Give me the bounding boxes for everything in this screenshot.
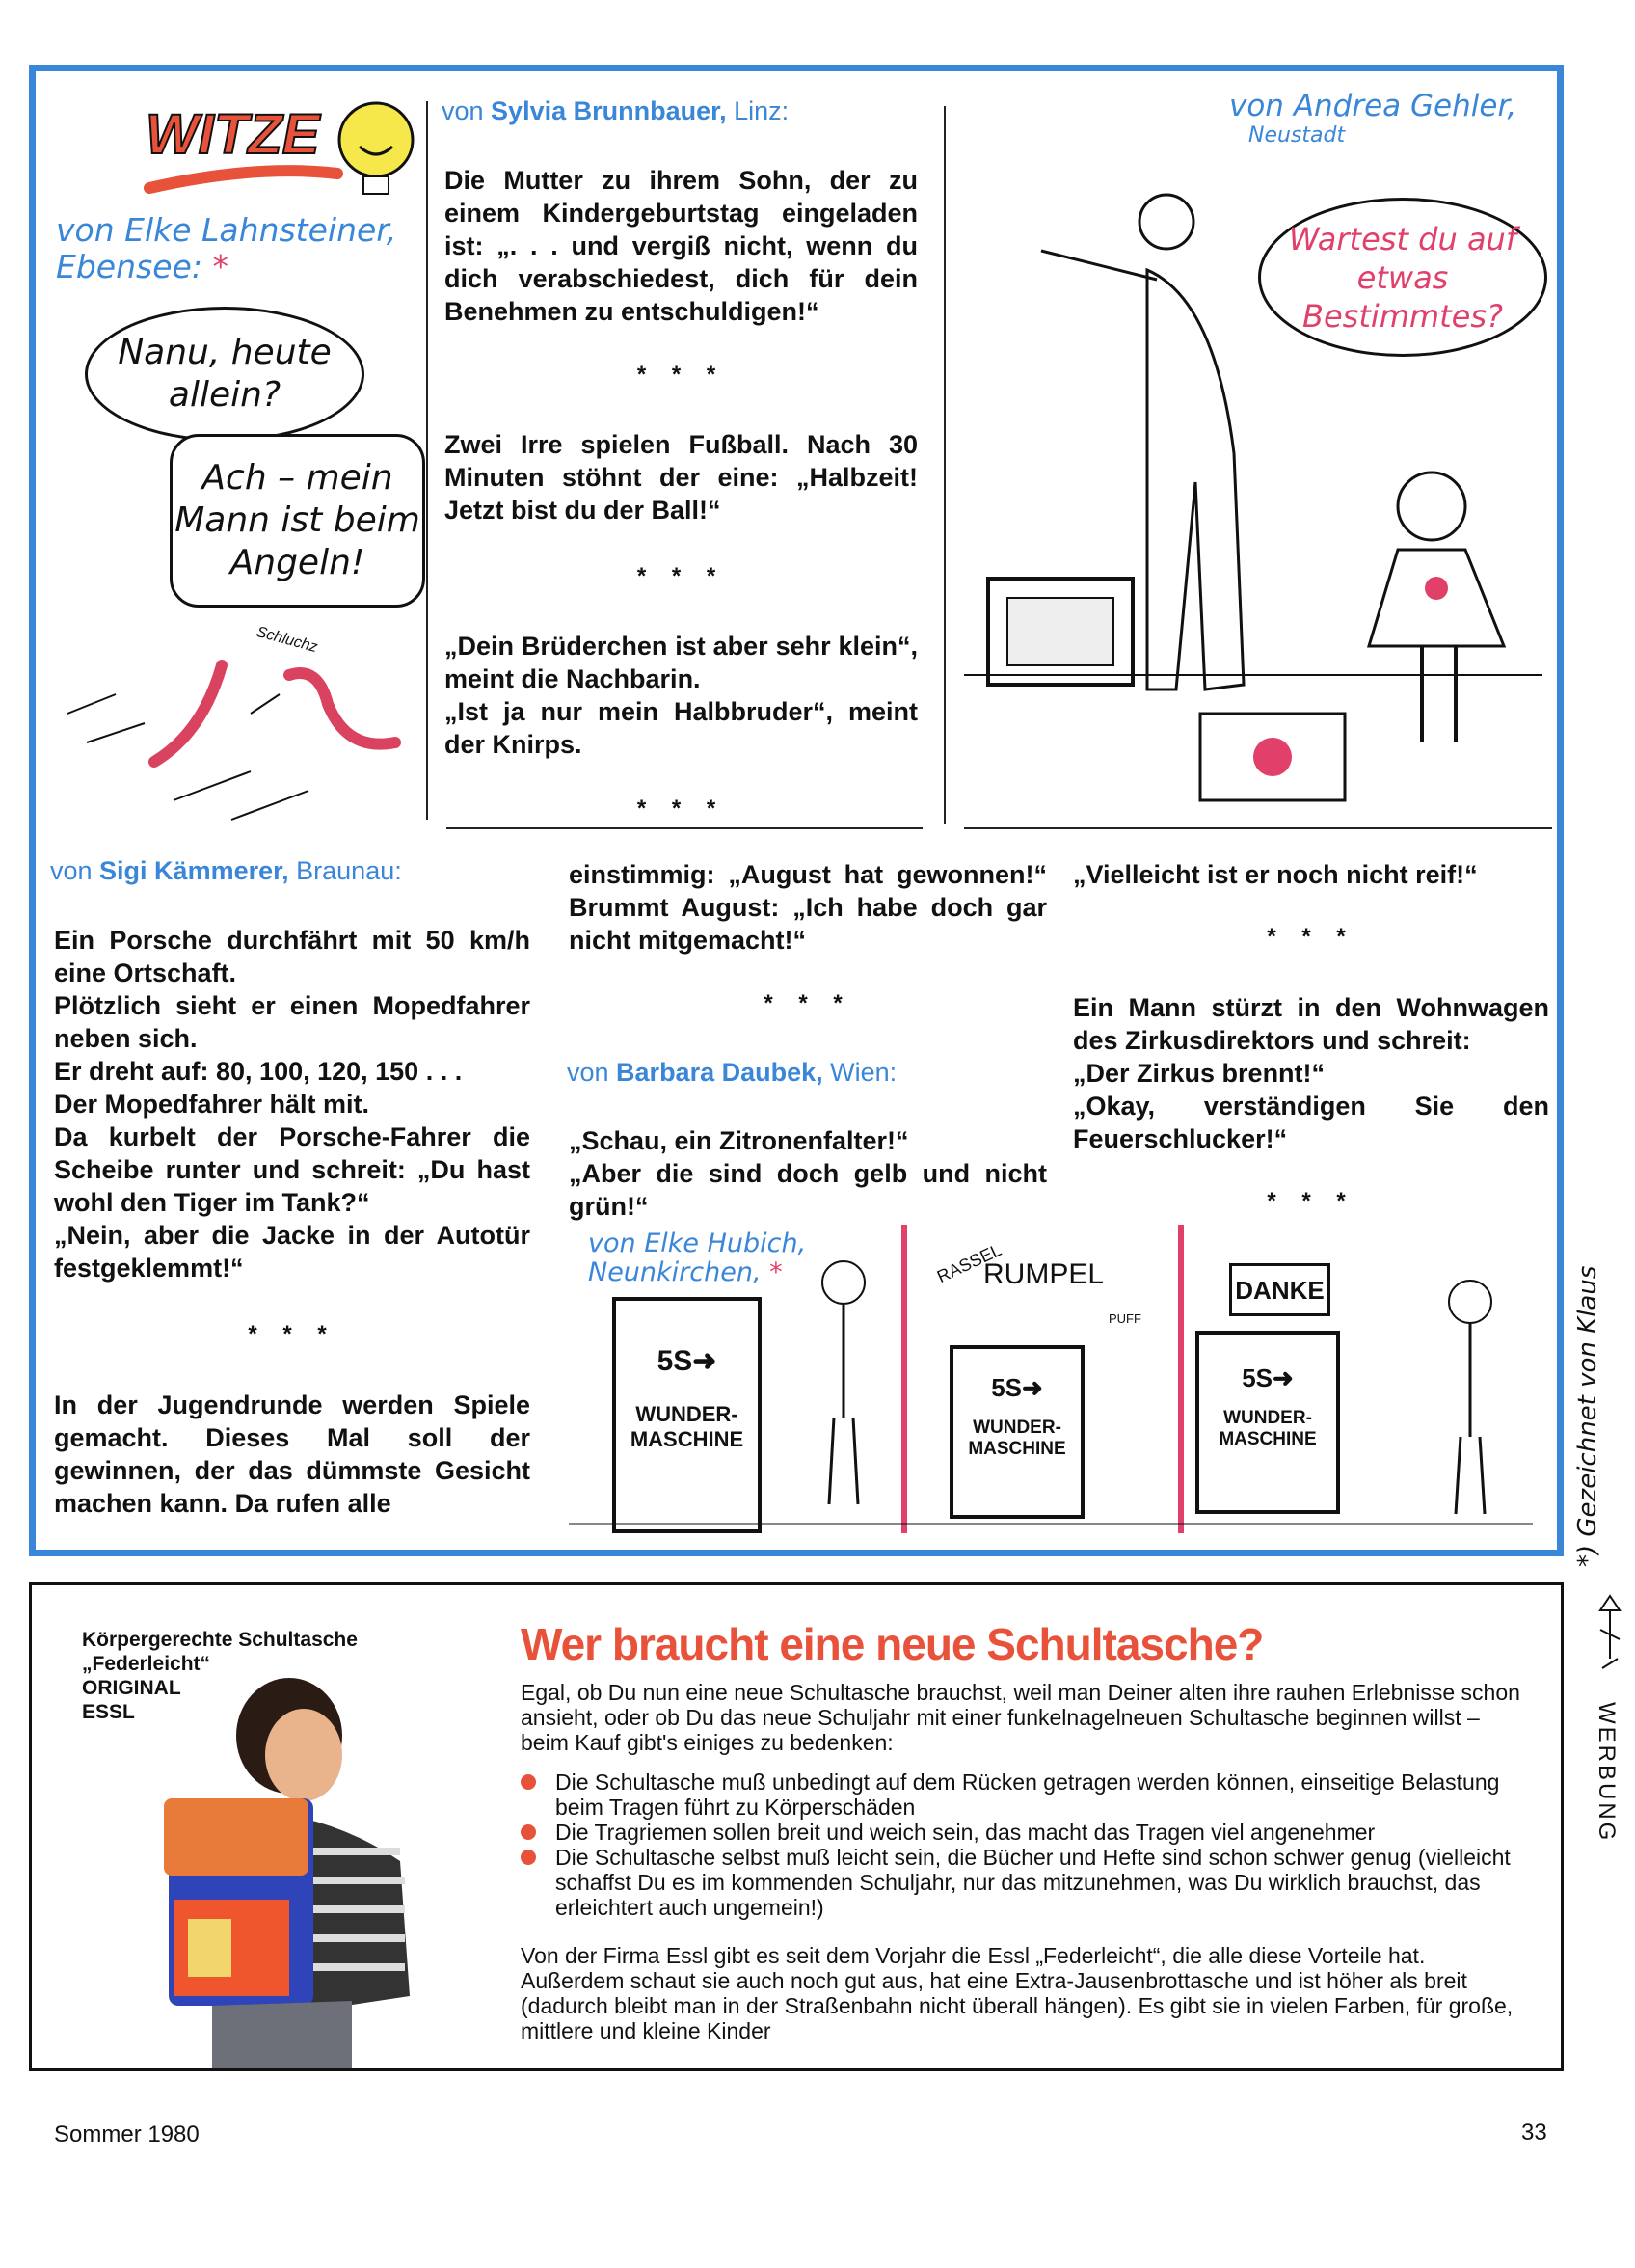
- ad-bullet-list: [521, 1769, 1533, 1920]
- bullet-item: Die Tragriemen sollen breit und weich sein, das macht das Tragen viel angenehmer: [521, 1820, 1533, 1845]
- joke-line: Da kurbelt der Porsche-Fahrer die Scheibe runter und schreit: „Du hast wohl den Tiger im Tank?“: [54, 1122, 530, 1217]
- col2-byline: [442, 96, 789, 126]
- illustrator-credit: *) Gezeichnet von Klaus: [1573, 1265, 1602, 1567]
- asterisk: *: [212, 248, 228, 285]
- col1-byline: [56, 212, 396, 285]
- machine-label: WUNDER-MASCHINE: [630, 1402, 744, 1451]
- coin-slot-label: 5S➜: [1242, 1364, 1294, 1392]
- ad-intro: Egal, ob Du nun eine neue Schultasche brauchst, weil man Deiner alten ihre rauhen Erlebnisse schon ansieht, oder ob Du das neue Schuljahr mit einer funkelnagelneuen Schultasche beginnen willst – beim Kauf gibt's einiges zu bedenken:: [521, 1680, 1520, 1755]
- joke-line: Der Mopedfahrer hält mit.: [54, 1090, 370, 1119]
- joke-line: Plötzlich sieht er einen Mopedfahrer neben sich.: [54, 991, 530, 1053]
- joke-porsche: [54, 924, 530, 1284]
- coin-slot-label: 5S➜: [657, 1345, 717, 1377]
- sound-effect: PUFF: [1109, 1311, 1141, 1326]
- sound-effect: RASSEL: [933, 1239, 1005, 1287]
- danke-sign: DANKE: [1229, 1263, 1330, 1316]
- byline-prefix: von: [567, 1058, 617, 1087]
- separator: * * *: [1267, 924, 1355, 950]
- joke-line: „Okay, verständigen Sie den Feuerschlucker!“: [1073, 1092, 1549, 1153]
- col3-byline: von Andrea Gehler,: [1229, 89, 1517, 123]
- joke-line: „Dein Brüderchen ist aber sehr klein“, meint die Nachbarin.: [444, 632, 918, 693]
- joke-line: Ein Porsche durchfährt mit 50 km/h eine Ortschaft.: [54, 926, 530, 987]
- joke-fussball: Zwei Irre spielen Fußball. Nach 30 Minuten stöhnt der eine: „Halbzeit! Jetzt bist du der Ball!“: [444, 430, 918, 525]
- author-name: Sylvia Brunnbauer,: [491, 96, 727, 125]
- joke-reif: „Vielleicht ist er noch nicht reif!“: [1073, 860, 1478, 889]
- joke-zirkus: [1073, 991, 1549, 1155]
- barbara-byline: [567, 1058, 897, 1088]
- joke-line: Er dreht auf: 80, 100, 120, 150 . . .: [54, 1057, 463, 1086]
- joke-line: „Schau, ein Zitronenfalter!“: [569, 1126, 909, 1155]
- joke-bruederchen: [444, 630, 918, 761]
- issue-label: Sommer 1980: [54, 2121, 200, 2147]
- product-line: ESSL: [82, 1701, 135, 1723]
- ad-headline: Wer braucht eine neue Schultasche?: [521, 1619, 1264, 1669]
- worms-illustration: [58, 656, 415, 829]
- asterisk: *: [769, 1257, 783, 1287]
- author-name: Sigi Kämmerer,: [99, 856, 289, 885]
- advertising-label: WERBUNG: [1594, 1702, 1620, 1844]
- byline-prefix: von: [442, 96, 492, 125]
- separator: * * *: [636, 362, 726, 388]
- product-line: „Federleicht“: [82, 1653, 211, 1675]
- bullet-item: Die Schultasche muß unbedingt auf dem Rücken getragen werden können, einseitige Belastung beim Tragen führt zu Körperschäden: [521, 1769, 1533, 1820]
- author-name: Barbara Daubek,: [616, 1058, 823, 1087]
- author-name: von Elke Hubich,: [588, 1228, 807, 1258]
- sigi-byline: [50, 856, 402, 886]
- doctor-cartoon: [964, 164, 1552, 810]
- separator: * * *: [636, 796, 726, 822]
- joke-line: „Nein, aber die Jacke in der Autotür festgeklemmt!“: [54, 1221, 530, 1282]
- col3-place: Neustadt: [1248, 123, 1346, 148]
- ad-outro: Von der Firma Essl gibt es seit dem Vorjahr die Essl „Federleicht“, die alle diese Vorteile hat. Außerdem schaut sie auch noch gut aus, hat eine Extra-Jausenbrottasche und ist höher als breit (dadurch bleibt man in der Straßenbahn nicht überall hängen). Es gibt sie in vielen Farben, für große, mittlere und kleine Kinder: [521, 1943, 1514, 2043]
- joke-zitronenfalter: [569, 1124, 1047, 1223]
- witze-logo: [140, 96, 419, 202]
- speech-bubble: Ach – mein Mann ist beim Angeln!: [170, 434, 425, 608]
- product-line: Körpergerechte Schultasche: [82, 1629, 358, 1651]
- child-with-schoolbag-photo: [121, 1678, 429, 2068]
- joke-line: „Der Zirkus brennt!“: [1073, 1059, 1326, 1088]
- author-place: Linz:: [726, 96, 790, 125]
- machine-label: WUNDER-MASCHINE: [1219, 1408, 1317, 1449]
- joke-line: „Aber die sind doch gelb und nicht grün!“: [569, 1159, 1047, 1221]
- sound-effect: RUMPEL: [983, 1258, 1105, 1290]
- author-place: Braunau:: [288, 856, 402, 885]
- joke-line: Ein Mann stürzt in den Wohnwagen des Zirkusdirektors und schreit:: [1073, 993, 1549, 1055]
- witze-logo-text: WITZE: [146, 103, 320, 166]
- mascot-icon: [1591, 1591, 1629, 1678]
- sound-effect: Schluchz: [255, 623, 320, 657]
- joke-line: „Ist ja nur mein Halbbruder“, meint der Knirps.: [444, 697, 918, 759]
- author-place: Neunkirchen,: [588, 1257, 762, 1287]
- page-number: 33: [1521, 2120, 1547, 2146]
- joke-august-cont: einstimmig: „August hat gewonnen!“ Brummt August: „Ich habe doch gar nicht mitgemacht!“: [569, 860, 1047, 955]
- product-line: ORIGINAL: [82, 1677, 181, 1699]
- separator: * * *: [764, 990, 852, 1016]
- author-place: Wien:: [822, 1058, 898, 1087]
- separator: * * *: [248, 1321, 336, 1347]
- joke-mutter: Die Mutter zu ihrem Sohn, der zu einem Kindergeburtstag eingeladen ist: „. . . und vergiß nicht, wenn du dich verabschiedest, dich für dein Benehmen zu entschuldigen!“: [444, 166, 918, 326]
- coin-slot-label: 5S➜: [991, 1373, 1043, 1402]
- author-name: von Elke Lahnsteiner,: [56, 211, 397, 249]
- bullet-item: Die Schultasche selbst muß leicht sein, die Bücher und Hefte sind schon schwer genug (vielleicht schaffst Du es im kommenden Schuljahr, nur das mitzunehmen, was Du wirklich brauchst, das erleichtert auch ungemein!): [521, 1845, 1533, 1920]
- machine-label: WUNDER-MASCHINE: [968, 1418, 1066, 1459]
- separator: * * *: [1267, 1188, 1355, 1214]
- author-place: Ebensee:: [56, 248, 202, 285]
- separator: * * *: [636, 563, 726, 589]
- boy-figures: [569, 1225, 1533, 1543]
- byline-prefix: von: [50, 856, 100, 885]
- speech-bubble: Wartest du auf etwas Bestimmtes?: [1258, 198, 1547, 357]
- speech-bubble: Nanu, heute allein?: [85, 307, 364, 442]
- joke-jugendrunde: In der Jugendrunde werden Spiele gemacht. Dieses Mal soll der gewinnen, der das dümmste Gesicht machen kann. Da rufen alle: [54, 1390, 530, 1518]
